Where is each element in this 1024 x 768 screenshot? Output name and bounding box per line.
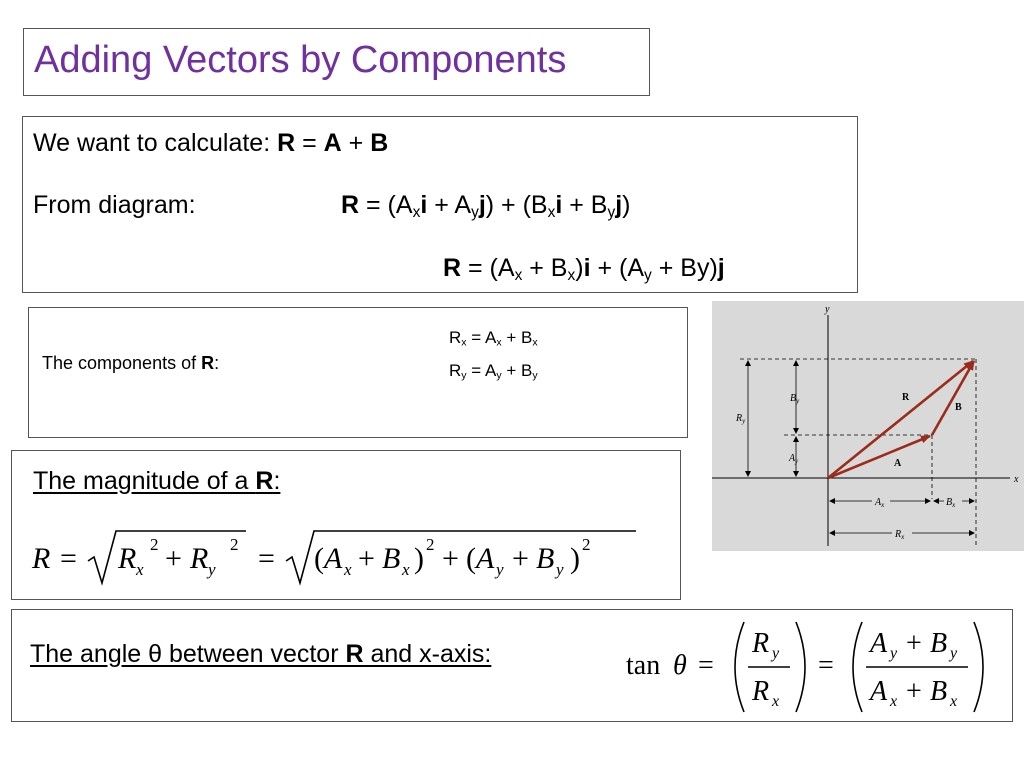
svg-text:R: R bbox=[190, 542, 209, 575]
svg-text:Ry: $R_y$ bbox=[736, 413, 746, 425]
calc-line-2-label: From diagram: bbox=[33, 191, 196, 219]
svg-text:(: ( bbox=[314, 542, 324, 575]
svg-text:y: y bbox=[496, 560, 504, 579]
svg-text:B: B bbox=[930, 628, 948, 659]
magnitude-label bbox=[33, 467, 280, 496]
svg-text:x: x bbox=[344, 560, 352, 579]
angle-label-text: The angle θ between vector bbox=[30, 640, 346, 668]
rx-equation: $R_x = A_x + B_x$ bbox=[449, 328, 538, 349]
svg-text:R: R bbox=[752, 676, 770, 707]
y-axis-label: y bbox=[825, 304, 830, 315]
svg-text:): ) bbox=[414, 542, 424, 575]
calc-line-3-eq: $R = (A_x + B_x)i + (A_y + By)j$ bbox=[443, 254, 725, 284]
svg-text:By: $B_y$ bbox=[790, 393, 800, 405]
vec-a: A bbox=[323, 129, 342, 157]
svg-text:A: A bbox=[870, 676, 888, 707]
svg-text:B: B bbox=[382, 542, 401, 575]
title-box bbox=[23, 28, 650, 96]
svg-text:R: R bbox=[32, 542, 51, 575]
svg-text:B: B bbox=[536, 542, 555, 575]
svg-text:R: R bbox=[118, 542, 137, 575]
by-text: By bbox=[680, 254, 710, 282]
svg-text:Ay: $A_y$ bbox=[789, 453, 799, 465]
angle-label bbox=[30, 640, 491, 669]
svg-text:x: x bbox=[772, 693, 780, 710]
svg-text:+: + bbox=[165, 542, 182, 575]
svg-text:x: x bbox=[136, 560, 144, 579]
svg-text:y: y bbox=[772, 645, 780, 662]
vector-diagram-svg bbox=[712, 301, 1024, 551]
calc-line-2-eq: $R = (A_xi + A_yj) + (B_xi + B_yj)$ bbox=[341, 191, 631, 221]
svg-text:Bx: $B_x$ bbox=[946, 497, 956, 509]
components-label bbox=[42, 353, 219, 374]
tan-text: tan bbox=[626, 650, 661, 681]
svg-text:Ax: $A_x$ bbox=[875, 497, 885, 509]
components-label-r: R bbox=[201, 353, 215, 373]
svg-text:+: + bbox=[512, 542, 529, 575]
magnitude-label-r: R bbox=[255, 467, 274, 495]
svg-text:x: x bbox=[950, 693, 958, 710]
svg-text:2: 2 bbox=[150, 535, 159, 554]
components-label-colon: : bbox=[214, 353, 220, 373]
svg-text:y: y bbox=[890, 645, 898, 662]
svg-text:=: = bbox=[698, 650, 714, 681]
angle-box bbox=[11, 609, 1013, 722]
components-label-text: The components of bbox=[42, 353, 202, 373]
ry-equation: $R_y = A_y + B_y$ bbox=[449, 361, 538, 382]
svg-text:+: + bbox=[906, 628, 922, 659]
plus: + bbox=[341, 129, 371, 157]
vector-a-label: A bbox=[894, 458, 902, 469]
svg-text:=: = bbox=[60, 542, 77, 575]
calc-intro-text: We want to calculate: bbox=[33, 129, 278, 157]
svg-text:(: ( bbox=[466, 542, 476, 575]
vector-a-arrow bbox=[828, 436, 930, 478]
slide-title: Adding Vectors by Components bbox=[34, 39, 567, 81]
x-axis-label: x bbox=[1014, 474, 1019, 485]
eq: = bbox=[295, 129, 324, 157]
svg-text:2: 2 bbox=[582, 535, 591, 554]
svg-text:=: = bbox=[258, 542, 275, 575]
vector-b-label: B bbox=[955, 402, 962, 413]
components-box bbox=[28, 307, 688, 438]
svg-text:R: R bbox=[752, 628, 770, 659]
magnitude-label-colon: : bbox=[273, 467, 281, 495]
svg-text:x: x bbox=[890, 693, 898, 710]
svg-text:A: A bbox=[324, 542, 343, 575]
magnitude-label-text: The magnitude of a bbox=[33, 467, 256, 495]
angle-formula bbox=[618, 614, 1008, 720]
svg-text:y: y bbox=[208, 560, 216, 579]
svg-text:A: A bbox=[870, 628, 888, 659]
svg-text:+: + bbox=[906, 676, 922, 707]
svg-text:): ) bbox=[570, 542, 580, 575]
svg-text:y: y bbox=[556, 560, 564, 579]
vector-b-arrow bbox=[932, 361, 974, 435]
svg-text:A: A bbox=[476, 542, 495, 575]
calc-line-1 bbox=[33, 129, 388, 158]
magnitude-box bbox=[11, 450, 681, 600]
svg-text:2: 2 bbox=[230, 535, 239, 554]
svg-text:θ: θ bbox=[673, 650, 687, 681]
svg-text:=: = bbox=[818, 650, 834, 681]
svg-text:+: + bbox=[358, 542, 375, 575]
vector-diagram bbox=[712, 301, 1024, 551]
svg-text:2: 2 bbox=[426, 535, 435, 554]
svg-text:Rx: $R_x$ bbox=[895, 529, 905, 541]
svg-text:+: + bbox=[442, 542, 459, 575]
svg-text:B: B bbox=[930, 676, 948, 707]
svg-text:x: x bbox=[402, 560, 410, 579]
vec-b: B bbox=[370, 129, 389, 157]
vector-r-label: R bbox=[902, 392, 910, 403]
angle-label-suffix: and x-axis: bbox=[363, 640, 492, 668]
svg-text:y: y bbox=[950, 645, 958, 662]
magnitude-formula bbox=[24, 523, 654, 593]
angle-label-r: R bbox=[345, 640, 364, 668]
vec-r: R bbox=[277, 129, 296, 157]
calculation-box bbox=[22, 116, 858, 293]
